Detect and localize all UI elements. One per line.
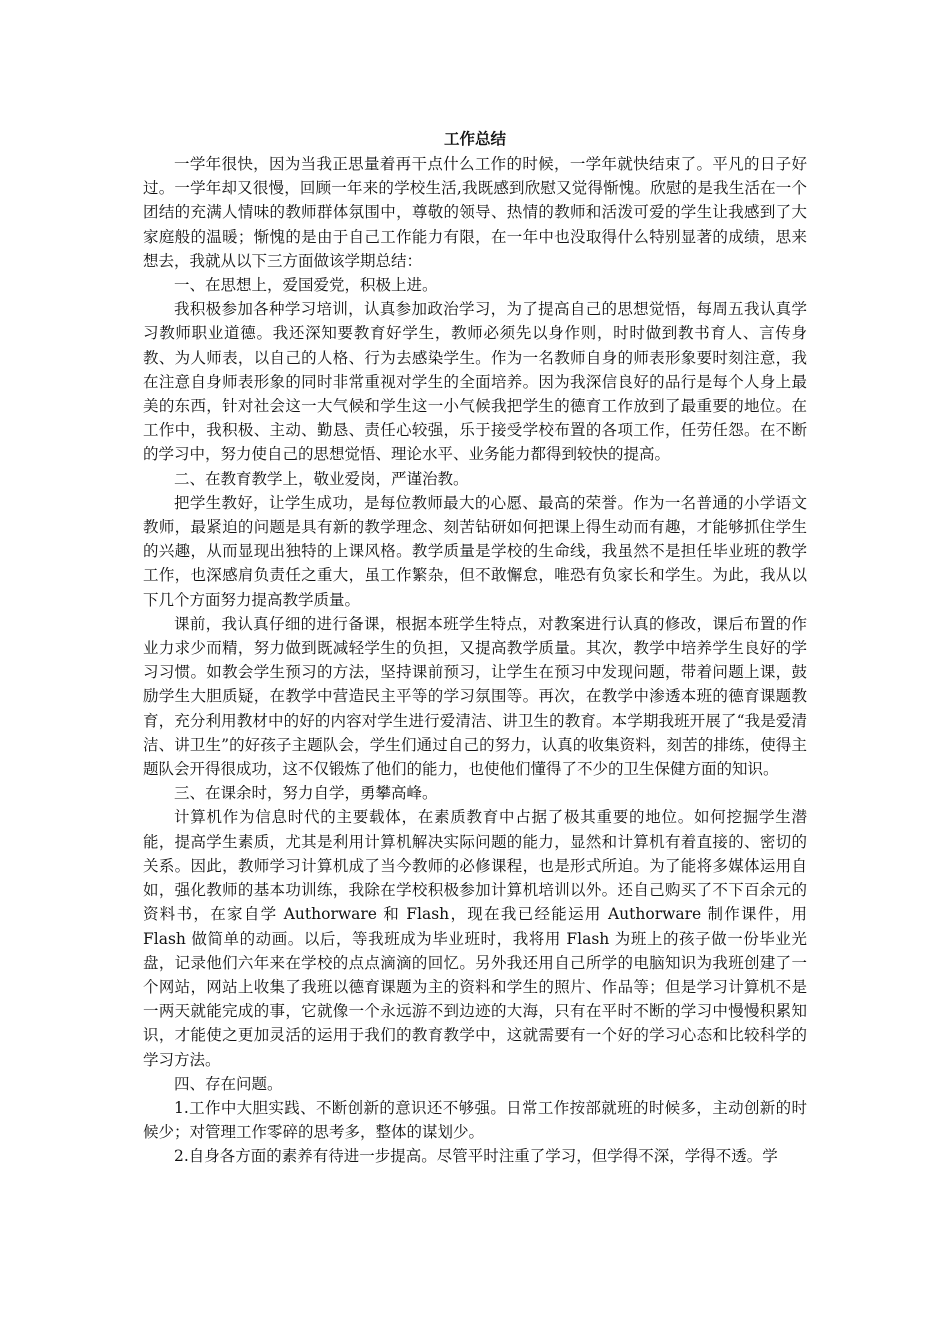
paragraph-section-2b: 课前，我认真仔细的进行备课，根据本班学生特点，对教案进行认真的修改，课后布置的作业力求少而精，努力做到既减轻学生的负担，又提高教学质量。其次，教学中培养学生良好的学习习惯。如教会学生预习的方法，坚持课前预习，让学生在预习中发现问题，带着问题上课，鼓励学生大胆质疑，在教学中营造民主平等的学习氛围等。再次，在教学中渗透本班的德育课题教育，充分利用教材中的好的内容对学生进行爱清洁、讲卫生的教育。本学期我班开展了“我是爱清洁、讲卫生”的好孩子主题队会，学生们通过自己的努力，认真的收集资料，刻苦的排练，使得主题队会开得很成功，这不仅锻炼了他们的能力，也使他们懂得了不少的卫生保健方面的知识。	[143, 614, 807, 779]
section-heading-3: 三、在课余时，努力自学，勇攀高峰。	[174, 784, 438, 803]
section-heading-2: 二、在教育教学上，敬业爱岗，严谨治教。	[174, 469, 469, 488]
paragraph-section-1: 我积极参加各种学习培训，认真参加政治学习，为了提高自己的思想觉悟，每周五我认真学习教师职业道德。我还深知要教育好学生，教师必须先以身作则，时时做到教书育人、言传身教、为人师表，以自己的人格、行为去感染学生。作为一名教师自身的师表形象要时刻注意，我在注意自身师表形象的同时非常重视对学生的全面培养。因为我深信良好的品行是每个人身上最美的东西，针对社会这一大气候和学生这一小气候我把学生的德育工作放到了最重要的地位。在工作中，我积极、主动、勤恳、责任心较强，乐于接受学校布置的各项工作，任劳任怨。在不断的学习中，努力使自己的思想觉悟、理论水平、业务能力都得到较快的提高。	[143, 300, 807, 464]
section-heading-4: 四、存在问题。	[174, 1074, 283, 1093]
document-title: 工作总结	[443, 130, 506, 148]
paragraph-intro: 一学年很快，因为当我正思量着再干点什么工作的时候，一学年就快结束了。平凡的日子好过。一学年却又很慢，回顾一年来的学校生活,我既感到欣慰又觉得惭愧。欣慰的是我生活在一个团结的充满人情味的教师群体氛围中，尊敬的领导、热情的教师和活泼可爱的学生让我感到了大家庭般的温暖；惭愧的是由于自己工作能力有限，在一年中也没取得什么特别显著的成绩，思来想去，我就从以下三方面做该学期总结：	[143, 155, 807, 270]
paragraph-section-3: 计算机作为信息时代的主要载体，在素质教育中占据了极其重要的地位。如何挖掘学生潜能，提高学生素质，尤其是利用计算机解决实际问题的能力，显然和计算机有着直接的、密切的关系。因此，教师学习计算机成了当今教师的必修课程，也是形式所迫。为了能将多媒体运用自如，强化教师的基本功训练，我除在学校积极参加计算机培训以外。还自己购买了不下百余元的资料书，在家自学 Authorware 和 Flash，现在我已经能运用 Authorware 制作课件，用 Flash 做简单的动画。以后，等我班成为毕业班时，我将用 Flash 为班上的孩子做一份毕业光盘，记录他们六年来在学校的点点滴滴的回忆。另外我还用自己所学的电脑知识为我班创建了一个网站，网站上收集了我班以德育课题为主的资料和学生的照片、作品等；但是学习计算机不是一两天就能完成的事，它就像一个永远游不到边迹的大海，只有在平时不断的学习中慢慢积累知识，才能使之更加灵活的运用于我们的教育教学中，这就需要有一个好的学习心态和比较科学的学习方法。	[143, 808, 807, 1069]
document-body	[143, 128, 807, 1169]
issue-item-2: 2.自身各方面的素养有待进一步提高。尽管平时注重了学习，但学得不深，学得不透。学	[174, 1147, 778, 1166]
issue-item-1: 1.工作中大胆实践、不断创新的意识还不够强。日常工作按部就班的时候多，主动创新的时候少；对管理工作零碎的思考多，整体的谋划少。	[143, 1098, 807, 1142]
paragraph-section-2a: 把学生教好，让学生成功，是每位教师最大的心愿、最高的荣誉。作为一名普通的小学语文教师，最紧迫的问题是具有新的教学理念、刻苦钻研如何把课上得生动而有趣，才能够抓住学生的兴趣，从而显现出独特的上课风格。教学质量是学校的生命线，我虽然不是担任毕业班的教学工作，也深感肩负责任之重大，虽工作繁杂，但不敢懈怠，唯恐有负家长和学生。为此，我从以下几个方面努力提高教学质量。	[143, 493, 807, 609]
section-heading-1: 一、在思想上，爱国爱党，积极上进。	[174, 276, 438, 295]
